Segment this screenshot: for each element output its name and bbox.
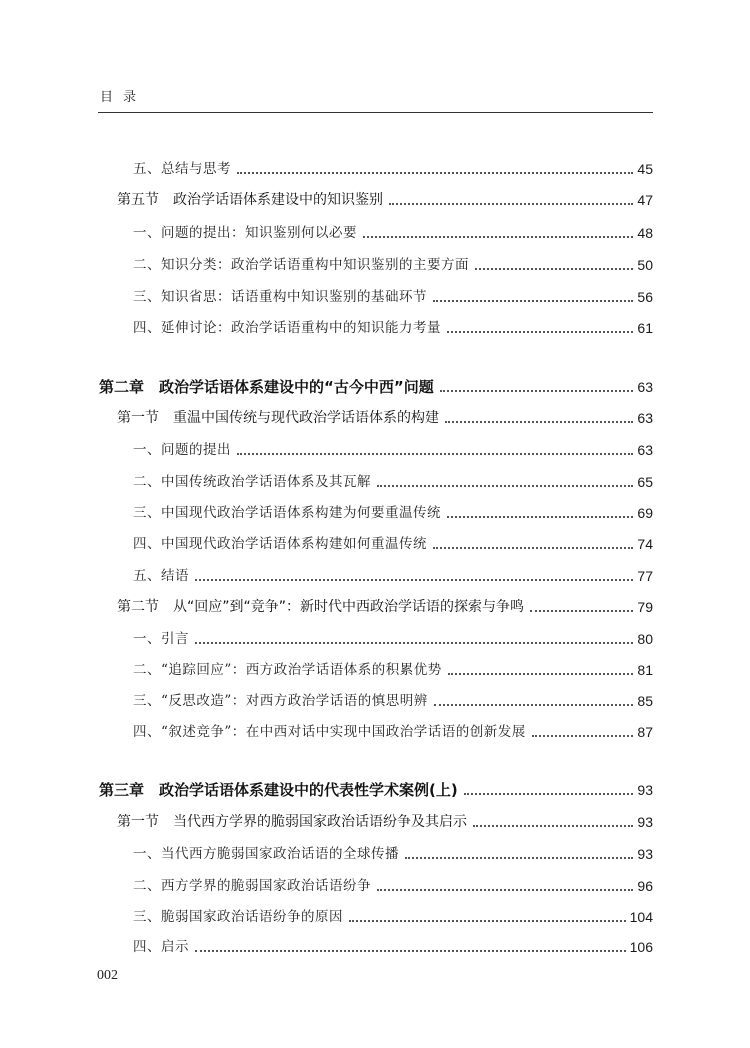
toc-entry[interactable] <box>133 284 653 308</box>
toc-entry-page: 93 <box>637 782 653 798</box>
toc-entry-page: 104 <box>629 909 653 925</box>
toc-entry-page: 81 <box>637 662 653 678</box>
toc-entry-page: 48 <box>637 225 653 241</box>
toc-entry[interactable] <box>133 688 653 712</box>
toc-entry[interactable] <box>117 594 653 618</box>
toc-entry[interactable] <box>133 156 653 180</box>
toc-entry-page: 77 <box>637 568 653 584</box>
toc-entry[interactable] <box>133 626 653 650</box>
dot-leader <box>530 609 633 612</box>
dot-leader <box>473 824 633 827</box>
dot-leader <box>363 235 633 238</box>
toc-entry-title: 一、问题的提出 <box>133 442 231 458</box>
dot-leader <box>195 949 626 952</box>
toc-entry[interactable] <box>133 873 653 897</box>
toc-entry-title: 四、“叙述竞争”：在中西对话中实现中国政治学话语的创新发展 <box>133 724 526 740</box>
dot-leader <box>464 792 634 795</box>
dot-leader <box>445 420 633 423</box>
toc-entry-page: 85 <box>637 693 653 709</box>
toc-entry[interactable] <box>133 719 653 743</box>
toc-entry-page: 69 <box>637 505 653 521</box>
toc-entry-title: 四、启示 <box>133 939 189 955</box>
toc-entry[interactable] <box>133 563 653 587</box>
toc-entry-page: 63 <box>637 410 653 426</box>
toc-entry-title: 三、中国现代政治学话语体系构建为何要重温传统 <box>133 505 441 521</box>
toc-entry-title: 第一节 重温中国传统与现代政治学话语体系的构建 <box>117 410 439 426</box>
toc-entry-page: 93 <box>637 814 653 830</box>
toc-entry-title: 二、“追踪回应”：西方政治学话语体系的积累优势 <box>133 662 442 678</box>
toc-entry[interactable] <box>99 777 653 801</box>
toc-entry-title: 三、“反思改造”：对西方政治学话语的慎思明辨 <box>133 693 428 709</box>
dot-leader <box>448 672 634 675</box>
toc-entry-title: 五、总结与思考 <box>133 161 231 177</box>
toc-entry[interactable] <box>117 405 653 429</box>
dot-leader <box>389 202 633 205</box>
toc-entry-page: 74 <box>637 536 653 552</box>
toc-entry-title: 三、脆弱国家政治话语纷争的原因 <box>133 909 343 925</box>
toc-entry-title: 第二章 政治学话语体系建设中的“古今中西”问题 <box>99 378 434 396</box>
toc-entry[interactable] <box>133 220 653 244</box>
toc-entry-page: 47 <box>637 192 653 208</box>
toc-entry-title: 二、中国传统政治学话语体系及其瓦解 <box>133 474 371 490</box>
toc-entry[interactable] <box>117 809 653 833</box>
toc-entry[interactable] <box>133 315 653 339</box>
toc-entry-page: 80 <box>637 631 653 647</box>
toc-entry-title: 一、问题的提出：知识鉴别何以必要 <box>133 225 357 241</box>
toc-entry-page: 87 <box>637 724 653 740</box>
dot-leader <box>447 515 633 518</box>
dot-leader <box>237 171 633 174</box>
toc-entry[interactable] <box>117 187 653 211</box>
running-head: 目录 <box>100 90 147 105</box>
toc-entry[interactable] <box>133 531 653 555</box>
dot-leader <box>405 856 633 859</box>
toc-entry-page: 93 <box>637 846 653 862</box>
dot-leader <box>349 919 626 922</box>
toc-entry-title: 第五节 政治学话语体系建设中的知识鉴别 <box>117 192 383 208</box>
toc-entry[interactable] <box>133 437 653 461</box>
toc-entry[interactable] <box>133 657 653 681</box>
dot-leader <box>433 546 633 549</box>
toc-entry-page: 56 <box>637 289 653 305</box>
toc-entry-page: 65 <box>637 474 653 490</box>
toc-entry-title: 五、结语 <box>133 568 189 584</box>
dot-leader <box>434 703 634 706</box>
dot-leader <box>377 484 633 487</box>
toc-entry-title: 一、引言 <box>133 631 189 647</box>
toc-entry-page: 96 <box>637 878 653 894</box>
toc-entry-title: 二、西方学界的脆弱国家政治话语纷争 <box>133 878 371 894</box>
toc-entry-page: 63 <box>637 379 653 395</box>
toc-entry[interactable] <box>99 374 653 398</box>
toc-entry[interactable] <box>133 469 653 493</box>
toc-entry-title: 四、中国现代政治学话语体系构建如何重温传统 <box>133 536 427 552</box>
dot-leader <box>377 888 633 891</box>
toc-entry-title: 一、当代西方脆弱国家政治话语的全球传播 <box>133 846 399 862</box>
page-number: 002 <box>97 968 118 983</box>
toc-entry-page: 45 <box>637 161 653 177</box>
toc-entry[interactable] <box>133 500 653 524</box>
toc-entry-page: 106 <box>629 939 653 955</box>
toc-entry[interactable] <box>133 252 653 276</box>
toc-entry-title: 四、延伸讨论：政治学话语重构中的知识能力考量 <box>133 320 441 336</box>
toc-entry[interactable] <box>133 841 653 865</box>
dot-leader <box>440 389 634 392</box>
dot-leader <box>447 330 633 333</box>
toc-entry-title: 第三章 政治学话语体系建设中的代表性学术案例(上) <box>99 781 458 799</box>
toc-entry-title: 二、知识分类：政治学话语重构中知识鉴别的主要方面 <box>133 257 469 273</box>
dot-leader <box>195 578 633 581</box>
toc-entry-page: 61 <box>637 320 653 336</box>
toc-entry-page: 79 <box>637 599 653 615</box>
toc-entry-title: 第二节 从“回应”到“竞争”：新时代中西政治学话语的探索与争鸣 <box>117 599 525 615</box>
toc-entry[interactable] <box>133 904 653 928</box>
dot-leader <box>237 452 633 455</box>
dot-leader <box>475 267 633 270</box>
toc-entry-title: 三、知识省思：话语重构中知识鉴别的基础环节 <box>133 289 427 305</box>
dot-leader <box>433 299 633 302</box>
toc-entry-title: 第一节 当代西方学界的脆弱国家政治话语纷争及其启示 <box>117 814 467 830</box>
dot-leader <box>532 734 634 737</box>
dot-leader <box>195 641 633 644</box>
toc-entry-page: 63 <box>637 442 653 458</box>
header-rule <box>98 112 653 113</box>
toc-entry-page: 50 <box>637 257 653 273</box>
toc-entry[interactable] <box>133 934 653 958</box>
